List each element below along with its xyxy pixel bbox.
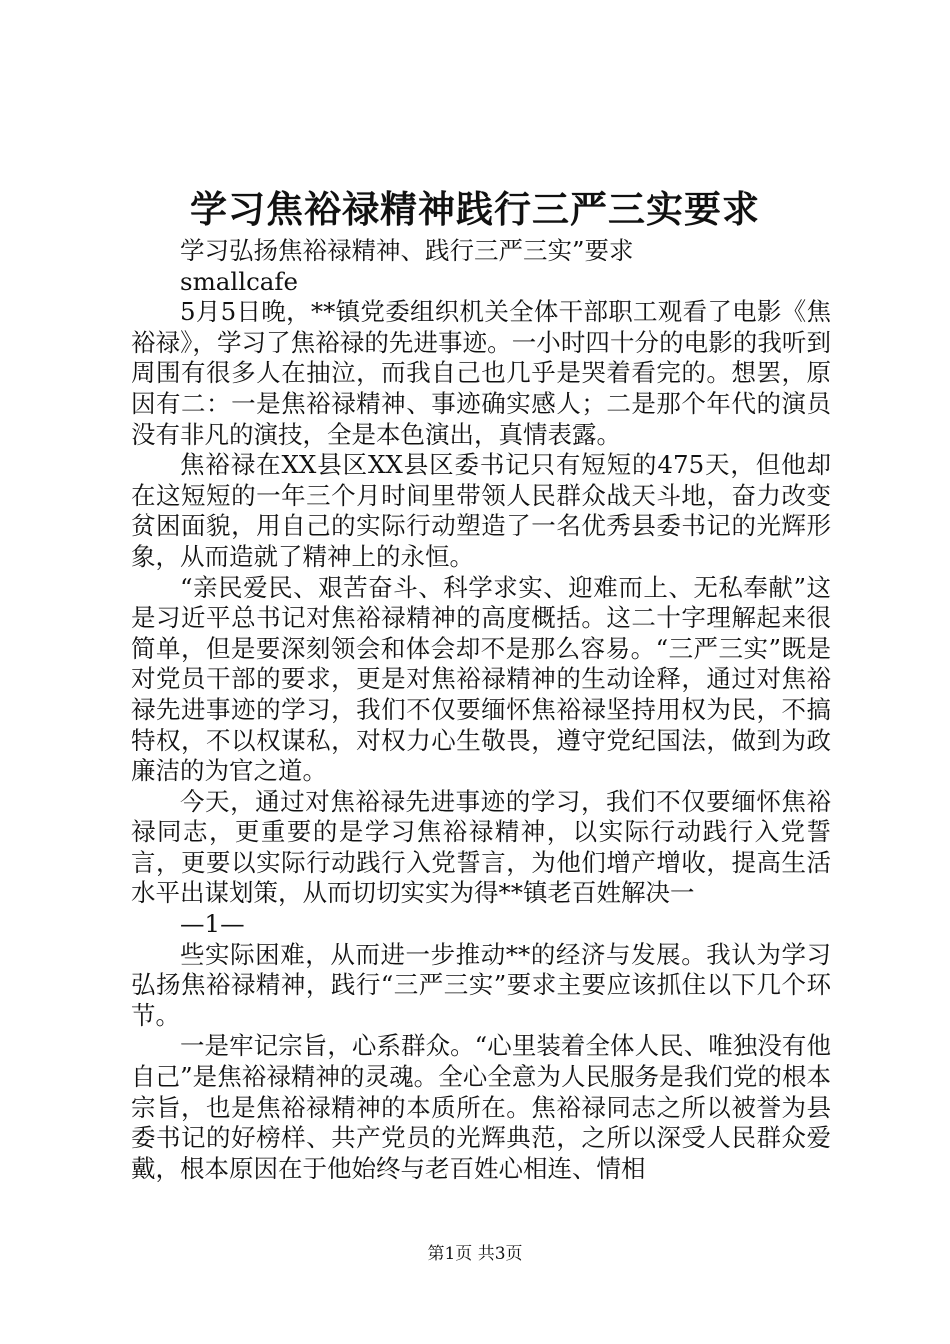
document-body	[131, 236, 831, 1184]
paragraph-6: 一是牢记宗旨，心系群众。“心里装着全体人民、唯独没有他自己”是焦裕禄精神的灵魂。全心全意为人民服务是我们党的根本宗旨，也是焦裕禄精神的本质所在。焦裕禄同志之所以被誉为县委书记的好榜样、共产党员的光辉典范，之所以深受人民群众爱戴，根本原因在于他始终与老百姓心相连、情相	[131, 1031, 831, 1183]
paragraph-2: 焦裕禄在XX县区XX县区委书记只有短短的475天，但他却在这短短的一年三个月时间里带领人民群众战天斗地，奋力改变贫困面貌，用自己的实际行动塑造了一名优秀县委书记的光辉形象，从而造就了精神上的永恒。	[131, 450, 831, 571]
subtitle-line: 学习弘扬焦裕禄精神、践行三严三实”要求	[180, 236, 634, 265]
inline-page-marker: —1—	[180, 909, 245, 939]
page-footer: 第1页 共3页	[427, 1244, 523, 1264]
paragraph-1: 5月5日晚，**镇党委组织机关全体干部职工观看了电影《焦裕禄》，学习了焦裕禄的先进事迹。一小时四十分的电影的我听到周围有很多人在抽泣，而我自己也几乎是哭着看完的。想罢，原因有二：一是焦裕禄精神、事迹确实感人；二是那个年代的演员没有非凡的演技，全是本色演出，真情表露。	[131, 297, 831, 449]
paragraph-5: 些实际困难，从而进一步推动**的经济与发展。我认为学习弘扬焦裕禄精神，践行“三严三实”要求主要应该抓住以下几个环节。	[131, 939, 831, 1030]
paragraph-3: “亲民爱民、艰苦奋斗、科学求实、迎难而上、无私奉献”这是习近平总书记对焦裕禄精神的高度概括。这二十字理解起来很简单，但是要深刻领会和体会却不是那么容易。“三严三实”既是对党员干部的要求，更是对焦裕禄精神的生动诠释，通过对焦裕禄先进事迹的学习，我们不仅要缅怀焦裕禄坚持用权为民，不搞特权，不以权谋私，对权力心生敬畏，遵守党纪国法，做到为政廉洁的为官之道。	[131, 572, 831, 786]
author-line: smallcafe	[180, 266, 298, 296]
paragraph-4: 今天，通过对焦裕禄先进事迹的学习，我们不仅要缅怀焦裕禄同志，更重要的是学习焦裕禄精神，以实际行动践行入党誓言，更要以实际行动践行入党誓言，为他们增产增收，提高生活水平出谋划策，从而切切实实为得**镇老百姓解决一	[131, 786, 831, 908]
document-title: 学习焦裕禄精神践行三严三实要求	[190, 187, 760, 231]
